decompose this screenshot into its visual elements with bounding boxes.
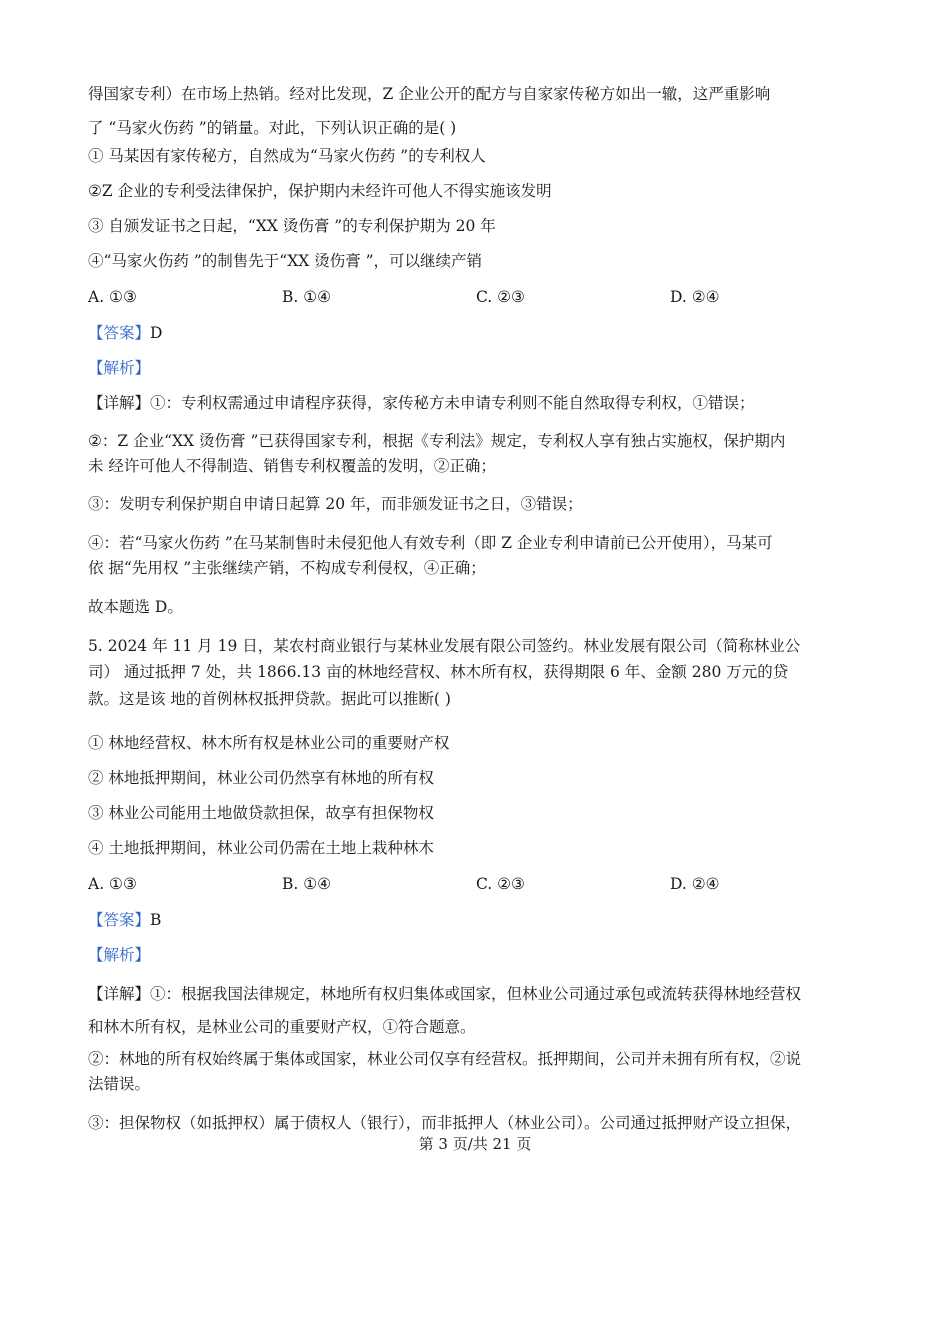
q5-statement-1: ① 林地经营权、林木所有权是林业公司的重要财产权 <box>88 734 450 752</box>
q4-detail-1 <box>88 393 755 413</box>
q5-stem-line-1: 5. 2024 年 11 月 19 日，某农村商业银行与某林业发展有限公司签约。林业发展有限公司（简称林业公 <box>88 637 801 655</box>
detail-tag: 【详解】 <box>88 394 151 412</box>
q4-option-a: A. ①③ <box>88 288 137 306</box>
answer-value: D <box>150 324 163 342</box>
q4-detail-2-line-2: 未 经许可他人不得制造、销售专利权覆盖的发明，②正确； <box>88 457 496 475</box>
q4-detail-2-line-1: ②：Z 企业“XX 烫伤膏 ”已获得国家专利，根据《专利法》规定，专利权人享有独占实施权，保护期内 <box>88 432 786 450</box>
q4-conclusion: 故本题选 D。 <box>88 598 183 616</box>
detail-text: ①：根据我国法律规定，林地所有权归集体或国家，但林业公司通过承包或流转获得林地经营权 <box>150 985 802 1003</box>
q5-stem-line-3: 款。这是该 地的首例林权抵押贷款。据此可以推断( ) <box>88 690 451 708</box>
detail-tag: 【详解】 <box>88 985 151 1003</box>
q4-stem-line-1: 得国家专利）在市场上热销。经对比发现，Z 企业公开的配方与自家家传秘方如出一辙，这严重影响 <box>88 85 771 103</box>
q5-stem-line-2: 司） 通过抵押 7 处，共 1866.13 亩的林地经营权、林木所有权，获得期限 6 年、金额 280 万元的贷 <box>88 663 789 681</box>
q4-detail-4-line-1: ④：若“马家火伤药 ”在马某制售时未侵犯他人有效专利（即 Z 企业专利申请前已公开使用），马某可 <box>88 534 773 552</box>
q4-statement-1: ① 马某因有家传秘方，自然成为“马家火伤药 ”的专利权人 <box>88 147 486 165</box>
q4-option-d: D. ②④ <box>670 288 720 306</box>
q4-option-b: B. ①④ <box>282 288 332 306</box>
answer-tag: 【答案】 <box>88 911 151 929</box>
q5-answer <box>88 910 161 930</box>
detail-text: ①：专利权需通过申请程序获得，家传秘方未申请专利则不能自然取得专利权，①错误； <box>150 394 755 412</box>
q4-statement-3: ③ 自颁发证书之日起，“XX 烫伤膏 ”的专利保护期为 20 年 <box>88 217 496 235</box>
q5-statement-4: ④ 土地抵押期间，林业公司仍需在土地上栽种林木 <box>88 839 434 857</box>
q4-stem-line-2: 了 “马家火伤药 ”的销量。对此，下列认识正确的是( ) <box>88 119 457 137</box>
q5-detail-1-line-1 <box>88 984 801 1004</box>
q4-detail-3: ③：发明专利保护期自申请日起算 20 年，而非颁发证书之日，③错误； <box>88 495 583 513</box>
q5-detail-2-line-1: ②：林地的所有权始终属于集体或国家，林业公司仅享有经营权。抵押期间，公司并未拥有所有权，②说 <box>88 1050 802 1068</box>
answer-value: B <box>150 911 162 929</box>
q5-option-a: A. ①③ <box>88 875 137 893</box>
q4-detail-4-line-2: 依 据“先用权 ”主张继续产销，不构成专利侵权，④正确； <box>88 559 486 577</box>
q5-detail-3: ③：担保物权（如抵押权）属于债权人（银行），而非抵押人（林业公司）。公司通过抵押财产设立担保， <box>88 1114 802 1132</box>
q4-option-c: C. ②③ <box>476 288 525 306</box>
answer-tag: 【答案】 <box>88 324 151 342</box>
q5-option-d: D. ②④ <box>670 875 720 893</box>
q5-detail-1-line-2: 和林木所有权，是林业公司的重要财产权，①符合题意。 <box>88 1018 476 1036</box>
q4-statement-2: ②Z 企业的专利受法律保护，保护期内未经许可他人不得实施该发明 <box>88 182 552 200</box>
q5-statement-3: ③ 林业公司能用土地做贷款担保，故享有担保物权 <box>88 804 434 822</box>
q4-answer <box>88 323 162 343</box>
page-footer: 第 3 页/共 21 页 <box>418 1135 532 1153</box>
q4-statement-4: ④“马家火伤药 ”的制售先于“XX 烫伤膏 ”，可以继续产销 <box>88 252 483 270</box>
q5-option-b: B. ①④ <box>282 875 332 893</box>
q5-statement-2: ② 林地抵押期间，林业公司仍然享有林地的所有权 <box>88 769 434 787</box>
q5-detail-2-line-2: 法错误。 <box>88 1075 151 1093</box>
q5-option-c: C. ②③ <box>476 875 525 893</box>
q4-analysis-tag: 【解析】 <box>88 359 151 377</box>
q5-analysis-tag: 【解析】 <box>88 946 151 964</box>
